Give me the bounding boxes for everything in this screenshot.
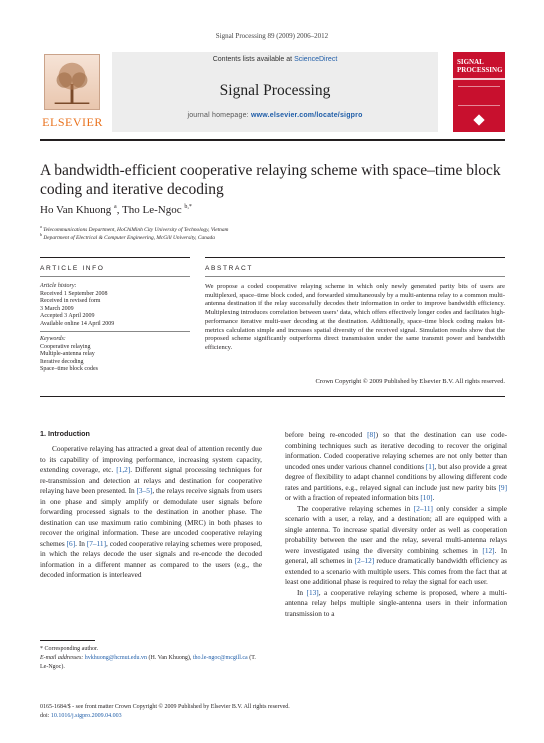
contents-prefix: Contents lists available at <box>212 56 293 63</box>
footnote-star: * Corresponding author. <box>40 646 99 652</box>
paragraph <box>40 444 262 581</box>
cover-emblem-icon <box>473 114 484 125</box>
paragraph <box>285 430 507 504</box>
citation-link[interactable]: [1] <box>425 461 435 471</box>
text-run: , but also provide a great degree of flexibility to adapt channel conditions by allowing different code rates and partitions, e.g., relayed signal can include just new parity bits <box>285 461 507 492</box>
body-column-left <box>40 444 262 581</box>
journal-title: Signal Processing <box>219 82 331 99</box>
journal-banner <box>112 52 438 132</box>
history-item: 3 March 2009 <box>40 305 74 312</box>
text-run: . Different signal processing techniques for re-transmission and detection at relays and destination for cooperative relaying have been presented. In <box>40 465 262 495</box>
journal-cover-thumbnail[interactable] <box>453 52 505 132</box>
text-run: . <box>432 493 435 502</box>
paragraph <box>285 588 507 620</box>
citation-link[interactable]: [7–11] <box>86 538 106 548</box>
text-run: . In general, all schemes in <box>285 545 507 565</box>
email-link[interactable]: hvkhuong@hcmut.edu.vn <box>84 655 147 661</box>
abstract-rule-bottom <box>40 396 505 397</box>
publisher-name: ELSEVIER <box>42 115 103 129</box>
masthead-rule <box>40 139 505 141</box>
affiliation-b-mark: b <box>40 232 42 237</box>
keyword: Space–time block codes <box>40 366 98 372</box>
paragraph <box>285 504 507 588</box>
author-2: Tho Le-Ngoc <box>122 204 182 216</box>
section-heading-introduction: 1. Introduction <box>40 429 90 438</box>
article-info-rule-top <box>40 257 190 258</box>
history-item: Received 1 September 2008 <box>40 290 108 297</box>
keywords-rule <box>40 331 190 332</box>
journal-masthead <box>40 52 505 132</box>
front-matter-line: 0165-1684/$ - see front matter Crown Copyright © 2009 Published by Elsevier B.V. All rights reserved. <box>40 704 290 710</box>
doi-label: doi: <box>40 712 50 719</box>
citation-link[interactable]: [9] <box>498 482 507 492</box>
author-separator: , <box>116 204 123 216</box>
text-run: , coded cooperative relaying schemes were proposed, in which the relays decode the user signals and re-encode the decoded information in a different manner as compared to the users (e.g., the decoded information is interleaved <box>40 538 262 579</box>
citation-link[interactable]: [8] <box>367 430 376 439</box>
history-item: Received in revised form <box>40 298 101 304</box>
doi-line <box>40 712 505 721</box>
text-run: . In <box>75 538 87 548</box>
page-bottom-meta <box>40 703 505 720</box>
history-item: Accepted 3 April 2009 <box>40 313 95 319</box>
email-owner: (T. Le-Ngoc). <box>40 655 256 670</box>
cover-stripe <box>453 78 505 80</box>
homepage-link[interactable]: www.elsevier.com/locate/sigpro <box>250 112 363 119</box>
contents-line <box>112 56 438 63</box>
elsevier-tree-icon <box>44 54 100 110</box>
corresponding-author-footnote <box>40 645 262 672</box>
running-head: Signal Processing 89 (2009) 2006–2012 <box>215 32 329 40</box>
article-info-block <box>40 283 190 374</box>
citation-link[interactable]: [1,2] <box>116 465 131 474</box>
text-run: In <box>297 587 307 597</box>
text-run: , the relays receive signals from users in one phase and simply amplify or demodulate user signals before forwarding processed signals to the destination in another phase. The destination can use maximum ratio combining (MRC) in both phases to recover the original information. These are uncoded cooperative relaying schemes <box>40 486 262 548</box>
text-run: before being re-encoded <box>285 430 368 439</box>
history-item: Available online 14 April 2009 <box>40 320 115 327</box>
cover-title: SIGNAL PROCESSING <box>457 58 503 74</box>
email-owner: (H. Van Khuong), <box>148 655 192 661</box>
affiliation-a-mark: a <box>40 224 42 229</box>
citation-link[interactable]: [2–11] <box>413 503 433 513</box>
email-link[interactable]: tho.le-ngoc@mcgill.ca <box>192 655 248 661</box>
abstract-rule-top <box>205 257 505 258</box>
email-label: E-mail addresses: <box>40 655 84 661</box>
text-run: or with a fraction of repeated information bits <box>285 493 421 502</box>
abstract-label: ABSTRACT <box>205 265 253 272</box>
history-title: Article history: <box>40 283 77 289</box>
author-2-affil: b,* <box>184 204 192 210</box>
article-info-rule-mid <box>40 276 190 277</box>
author-1: Ho Van Khuong <box>40 204 112 216</box>
citation-link[interactable]: [10] <box>420 493 433 502</box>
author-line <box>40 204 192 216</box>
citation-link[interactable]: [3–5] <box>136 486 153 495</box>
keyword: Iterative decoding <box>40 358 84 365</box>
text-run: , a cooperative relaying scheme is proposed, where a multi-antenna relay helps multiple single-antenna users in their information transmission to a <box>285 587 507 618</box>
keyword: Multiple-antenna relay <box>40 351 95 357</box>
journal-homepage <box>112 112 438 119</box>
homepage-prefix: journal homepage: <box>187 112 249 119</box>
footnote-emails <box>40 654 262 672</box>
citation-link[interactable]: [2–12] <box>354 556 375 565</box>
article-info-label: ARTICLE INFO <box>40 265 105 272</box>
sciencedirect-link[interactable]: ScienceDirect <box>294 56 338 63</box>
doi-link[interactable]: 10.1016/j.sigpro.2009.04.003 <box>50 712 122 719</box>
cover-pattern <box>458 86 500 106</box>
text-run: ) so that the destination can use code-combining techniques such as iterative decoding to recover the original information. Coded cooperative relaying schemes are not only better than uncoded ones under various channel conditions <box>285 430 508 471</box>
text-run: reduce dramatically bandwidth efficiency as extended to a scenario with multiple users. This comes from the fact that at least one additional phase is required to relay the signal for each user. <box>285 556 507 586</box>
citation-link[interactable]: [12] <box>482 545 495 555</box>
body-column-right <box>285 430 507 619</box>
keyword: Cooperative relaying <box>40 343 91 350</box>
abstract-text: We propose a coded cooperative relaying scheme in which only newly generated parity bits of users are multiplexed, space–time block coded, and forwarded simultaneously by a multi-antenna relay to a common multi-antenna destination if the relay successfully decodes their information in order to improve bandwidth efficiency. Multiplexing introduces correlation between users’ data, which offers effectively longer codes and facilitates high-performance iterative multi-user decoding at the destination. Additionally, space–time block coding makes bit-metrics calculation simple and increases spatial diversity of the received signal. Simulation results show that the proposed scheme significantly outperforms direct transmission under the same transmit power and bandwidth efficiency. <box>205 283 505 351</box>
abstract-rule-mid <box>205 276 505 277</box>
affiliation-a-text: Telecommunications Department, HoChiMinh City University of Technology, Vietnam <box>43 226 229 233</box>
elsevier-logo[interactable] <box>40 52 105 132</box>
footnote-rule <box>40 640 95 641</box>
abstract-copyright: Crown Copyright © 2009 Published by Elsevier B.V. All rights reserved. <box>315 378 505 385</box>
affiliation-b <box>40 232 215 241</box>
citation-link[interactable]: [6] <box>66 538 76 548</box>
affiliation-b-text: Department of Electrical & Computer Engineering, McGill University, Canada <box>43 234 215 241</box>
keywords-title: Keywords: <box>40 336 66 342</box>
text-run: The cooperative relaying schemes in <box>297 503 414 513</box>
author-1-affil: a <box>114 204 117 210</box>
text-run: only consider a simple scenario with a user, a relay, and a destination; all are equipped with a single antenna. To increase spatial diversity order as well as cooperation probability between the user and the relay, several multi-antenna relays were investigated using the diversity combining schemes in <box>285 503 507 555</box>
citation-link[interactable]: [13] <box>306 587 319 597</box>
article-title: A bandwidth-efficient cooperative relaying scheme with space–time block coding and iterative decoding <box>40 162 501 198</box>
text-run: Cooperative relaying has attracted a great deal of attention recently due to its capability of improving performance, increasing system capacity, extending coverage, etc. <box>40 444 262 474</box>
